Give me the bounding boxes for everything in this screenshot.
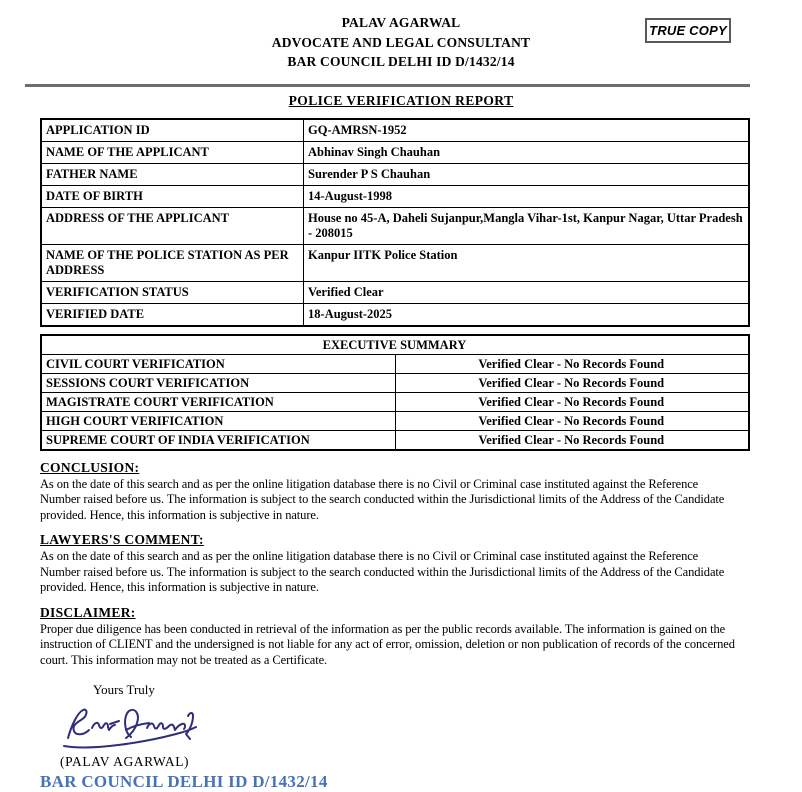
header-divider — [25, 84, 750, 87]
table-row — [41, 411, 749, 430]
advocate-name: PALAV AGARWAL — [341, 15, 461, 30]
conclusion-section — [40, 460, 740, 524]
row-label: APPLICATION ID — [41, 119, 304, 142]
table-row — [41, 141, 749, 163]
true-copy-label: TRUE COPY — [649, 23, 727, 38]
conclusion-body: As on the date of this search and as per the online litigation database there is no Civil or Criminal case instituted against the Reference Number raised before us. The information is subject to the search conducted within the Jurisdictional limits of the Address of the Candidate provided. Hence, this information is subjective in nature. — [40, 476, 725, 522]
signatory-name: (PALAV AGARWAL) — [60, 754, 190, 769]
row-label: FATHER NAME — [41, 163, 304, 185]
row-value: Kanpur IITK Police Station — [304, 244, 750, 281]
row-label: ADDRESS OF THE APPLICANT — [41, 207, 304, 244]
table-row — [41, 430, 749, 450]
true-copy-stamp — [645, 18, 731, 43]
signature-image — [58, 702, 206, 752]
table-row — [41, 303, 749, 326]
conclusion-heading: CONCLUSION: — [40, 459, 140, 475]
table-row — [41, 281, 749, 303]
row-label: VERIFICATION STATUS — [41, 281, 304, 303]
lawyers-comment-section — [40, 532, 740, 596]
row-label: MAGISTRATE COURT VERIFICATION — [41, 392, 395, 411]
row-value: House no 45-A, Daheli Sujanpur,Mangla Vihar-1st, Kanpur Nagar, Uttar Pradesh - 208015 — [304, 207, 750, 244]
row-label: NAME OF THE POLICE STATION AS PER ADDRESS — [41, 244, 304, 281]
row-value: Verified Clear - No Records Found — [395, 392, 749, 411]
report-title: POLICE VERIFICATION REPORT — [288, 92, 514, 108]
table-row — [41, 207, 749, 244]
row-value: 18-August-2025 — [304, 303, 750, 326]
table-row — [41, 373, 749, 392]
advocate-role: ADVOCATE AND LEGAL CONSULTANT — [271, 34, 531, 50]
disclaimer-heading: DISCLAIMER: — [40, 604, 136, 620]
row-label: SUPREME COURT OF INDIA VERIFICATION — [41, 430, 395, 450]
row-value: Verified Clear - No Records Found — [395, 373, 749, 392]
table-row — [41, 354, 749, 373]
row-value: Verified Clear — [304, 281, 750, 303]
advocate-bar-id: BAR COUNCIL DELHI ID D/1432/14 — [287, 54, 515, 69]
lawyers-comment-body: As on the date of this search and as per the online litigation database there is no Civil or Criminal case instituted against the Reference Number raised before us. The information is subject to the search conducted within the Jurisdictional limits of the Address of the Candidate provided. Hence, this information is subjective in nature. — [40, 549, 725, 594]
row-label: HIGH COURT VERIFICATION — [41, 411, 395, 430]
disclaimer-section — [40, 605, 740, 669]
executive-summary-table — [40, 334, 750, 451]
table-row — [41, 392, 749, 411]
row-value: Abhinav Singh Chauhan — [304, 141, 750, 163]
row-value: Verified Clear - No Records Found — [395, 411, 749, 430]
handwritten-signature — [58, 702, 802, 752]
table-row — [41, 244, 749, 281]
table-header-row — [41, 335, 749, 355]
table-row — [41, 163, 749, 185]
applicant-details-table — [40, 118, 750, 327]
row-label: NAME OF THE APPLICANT — [41, 141, 304, 163]
bar-council-id: BAR COUNCIL DELHI ID D/1432/14 — [40, 772, 328, 791]
executive-summary-title: EXECUTIVE SUMMARY — [41, 335, 749, 355]
row-value: GQ-AMRSN-1952 — [304, 119, 750, 142]
lawyers-comment-heading: LAWYERS'S COMMENT: — [40, 532, 204, 547]
narrative-sections — [40, 460, 740, 669]
table-row — [41, 185, 749, 207]
row-value: Verified Clear - No Records Found — [395, 430, 749, 450]
table-row — [41, 119, 749, 142]
row-value: 14-August-1998 — [304, 185, 750, 207]
row-value: Surender P S Chauhan — [304, 163, 750, 185]
closing-text: Yours Truly — [93, 682, 155, 697]
row-label: CIVIL COURT VERIFICATION — [41, 354, 395, 373]
row-label: SESSIONS COURT VERIFICATION — [41, 373, 395, 392]
row-label: DATE OF BIRTH — [41, 185, 304, 207]
disclaimer-body: Proper due diligence has been conducted in retrieval of the information as per the public records available. The information is gained on the instruction of CLIENT and the undersigned is not liable for any act of error, omission, deletion or non publication of records of the concerned court. This information may not be treated as a Certificate. — [40, 621, 735, 667]
row-value: Verified Clear - No Records Found — [395, 354, 749, 373]
row-label: VERIFIED DATE — [41, 303, 304, 326]
